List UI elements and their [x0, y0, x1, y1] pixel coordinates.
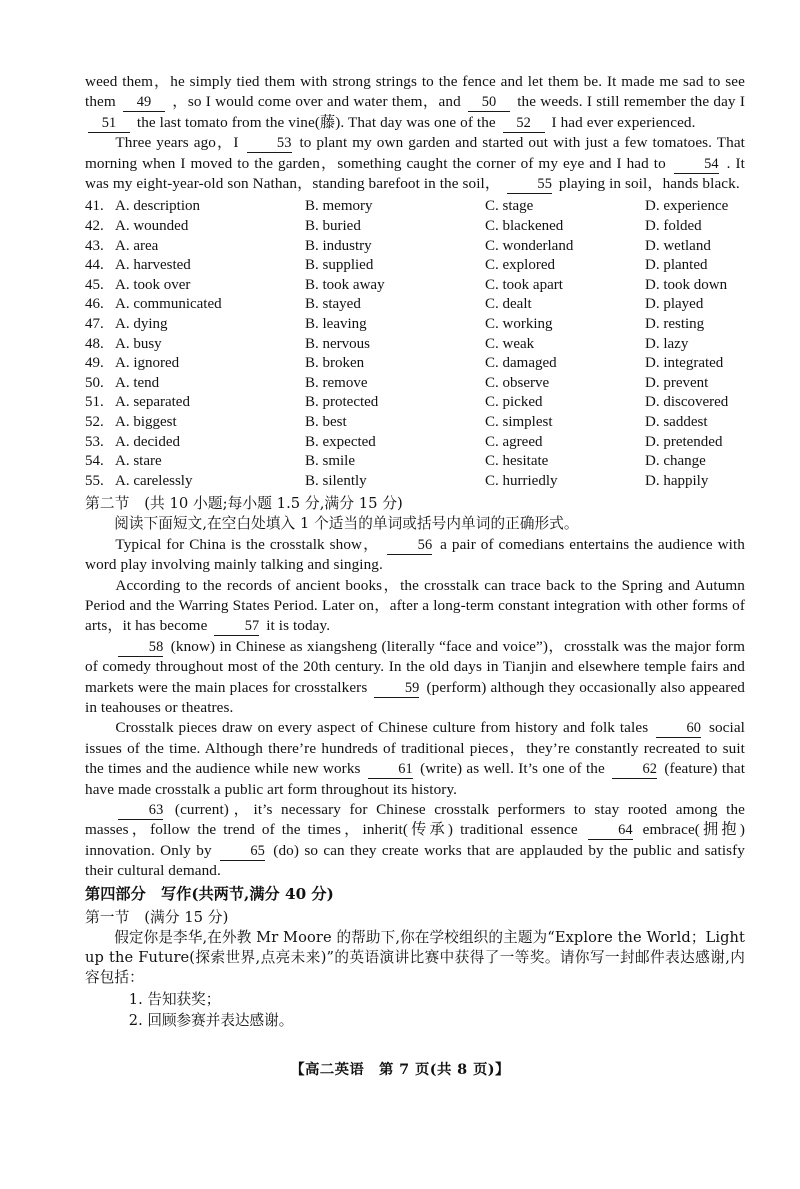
blank-57[interactable]: 57	[214, 618, 259, 636]
question-number: 55.	[85, 472, 104, 489]
text-run: ，so I would come over and water them，and	[168, 93, 465, 111]
option-a[interactable]: A. tend	[115, 374, 160, 391]
blank-51[interactable]: 51	[88, 115, 130, 133]
page-footer: 【高二英语 第 7 页(共 8 页)】	[290, 1061, 510, 1078]
part-four-heading: 第四部分 写作(共两节,满分 40 分)	[85, 884, 334, 903]
option-d[interactable]: D. folded	[645, 218, 702, 235]
option-a[interactable]: A. stare	[115, 453, 162, 470]
option-a[interactable]: A. decided	[115, 433, 180, 450]
option-row	[85, 335, 745, 355]
option-row	[85, 393, 745, 413]
option-a[interactable]: A. harvested	[115, 257, 191, 274]
option-b[interactable]: B. remove	[305, 374, 368, 391]
section-two-instruction: 阅读下面短文,在空白处填入 1 个适当的单词或括号内单词的正确形式。	[114, 515, 579, 533]
option-a[interactable]: A. took over	[115, 276, 191, 293]
exam-page-body	[85, 72, 745, 1031]
option-c[interactable]: C. wonderland	[485, 237, 574, 254]
option-row	[85, 472, 745, 492]
blank-56[interactable]: 56	[387, 537, 432, 555]
option-row	[85, 197, 745, 217]
writing-point: 2. 回顾参赛并表达感谢。	[128, 1011, 294, 1029]
option-b[interactable]: B. memory	[305, 198, 373, 215]
option-b[interactable]: B. protected	[305, 394, 379, 411]
text-run: a pair of comedians entertains the audience with word play involving mainly talking and singing.	[85, 535, 745, 574]
cloze-paragraph-2	[85, 133, 745, 194]
question-number: 50.	[85, 374, 104, 391]
option-c[interactable]: C. simplest	[485, 413, 553, 430]
option-a[interactable]: A. wounded	[115, 218, 189, 235]
option-b[interactable]: B. supplied	[305, 257, 374, 274]
option-c[interactable]: C. working	[485, 316, 553, 332]
question-number: 43.	[85, 237, 104, 254]
text-run: (write) as well. It’s one of the	[415, 760, 610, 778]
question-number: 53.	[85, 433, 104, 450]
question-number: 48.	[85, 335, 104, 352]
blank-58[interactable]: 58	[118, 639, 163, 657]
option-c[interactable]: C. damaged	[485, 355, 557, 372]
option-a[interactable]: A. communicated	[115, 296, 222, 313]
text-run: (feature) that have made crosstalk a public art form throughout its history.	[85, 760, 746, 798]
question-number: 49.	[85, 355, 104, 372]
option-d[interactable]: D. happily	[645, 472, 709, 489]
blank-50[interactable]: 50	[468, 94, 510, 112]
text-run: playing in soil，hands black.	[555, 175, 740, 193]
text-run: (do) so can they create works that are applauded by the public and satisfy their cultural demand.	[85, 841, 746, 880]
option-d[interactable]: D. pretended	[645, 433, 723, 450]
option-d[interactable]: D. played	[645, 296, 704, 313]
option-b[interactable]: B. industry	[305, 237, 372, 254]
question-number: 47.	[85, 316, 104, 332]
blank-53[interactable]: 53	[247, 135, 292, 153]
text-run: According to the records of ancient books，the crosstalk can trace back to the Spring and Autumn Period and the Warring States Period. Later on，after a long-term constant integration with other forms of arts，it has become	[85, 576, 745, 635]
option-b[interactable]: B. nervous	[305, 335, 370, 352]
text-run: the last tomato from the vine(藤). That day was one of the	[133, 113, 500, 131]
option-c[interactable]: C. hurriedly	[485, 472, 558, 489]
option-row	[85, 256, 745, 276]
option-d[interactable]: D. prevent	[645, 374, 709, 391]
option-b[interactable]: B. took away	[305, 276, 385, 293]
option-row	[85, 315, 745, 335]
section-two-heading: 第二节 (共 10 小题;每小题 1.5 分,满分 15 分)	[85, 495, 403, 513]
option-a[interactable]: A. ignored	[115, 355, 180, 372]
section-two-paragraph-4	[85, 718, 745, 800]
blank-62[interactable]: 62	[612, 761, 657, 779]
option-row	[85, 433, 745, 453]
text-run: Typical for China is the crosstalk show，	[115, 535, 385, 553]
blank-52[interactable]: 52	[503, 115, 545, 133]
option-row	[85, 276, 745, 296]
text-run: Three years ago，I	[115, 134, 244, 152]
option-d[interactable]: D. lazy	[645, 335, 689, 352]
section-two-paragraph-1	[85, 535, 745, 576]
text-run: (perform) although they occasionally also appeared in teahouses or theatres.	[85, 678, 745, 716]
blank-63[interactable]: 63	[118, 802, 163, 820]
blank-60[interactable]: 60	[656, 720, 701, 738]
option-c[interactable]: C. hesitate	[485, 453, 549, 470]
option-c[interactable]: C. explored	[485, 257, 555, 274]
option-a[interactable]: A. biggest	[115, 413, 177, 430]
option-a[interactable]: A. description	[115, 198, 200, 215]
option-d[interactable]: D. took down	[645, 276, 728, 293]
option-c[interactable]: C. took apart	[485, 276, 563, 293]
text-run: I had ever experienced.	[547, 113, 696, 131]
text-run: it is today.	[262, 617, 331, 635]
option-row	[85, 295, 745, 315]
blank-65[interactable]: 65	[220, 843, 265, 861]
option-b[interactable]: B. buried	[305, 218, 361, 235]
text-run: weed them，he simply tied them with strong strings to the fence and let them be. It made me sad to see them	[85, 73, 745, 111]
question-number: 45.	[85, 276, 104, 293]
option-d[interactable]: D. experience	[645, 198, 729, 215]
blank-54[interactable]: 54	[674, 156, 719, 174]
writing-prompt: 假定你是李华,在外教 Mr Moore 的帮助下,你在学校组织的主题为“Explore the World；Light up the Future(探索世界,点亮未来)”的英语演讲比赛中获得了一等奖。请你写一封邮件表达感谢,内容包括：	[85, 928, 745, 987]
option-b[interactable]: B. silently	[305, 472, 367, 489]
text-run: (know) in Chinese as xiangsheng (literally “face and voice”)，crosstalk was the major form of comedy throughout most of the 20th century. In the old days in Tianjin and elsewhere temple fairs and markets were the main places for crosstalkers	[85, 637, 745, 696]
text-run: to plant my own garden and started out with just a few tomatoes. That morning when I moved to the garden，something caught the corner of my eye and I had to	[85, 134, 745, 172]
option-a[interactable]: A. carelessly	[115, 472, 193, 489]
blank-49[interactable]: 49	[123, 94, 165, 112]
option-a[interactable]: A. busy	[115, 335, 162, 352]
question-number: 51.	[85, 394, 104, 411]
option-row	[85, 237, 745, 257]
option-d[interactable]: D. saddest	[645, 413, 708, 430]
text-run: . It was my eight-year-old son Nathan，standing barefoot in the soil，	[85, 154, 745, 193]
option-row	[85, 217, 745, 237]
text-run: Crosstalk pieces draw on every aspect of Chinese culture from history and folk tales	[115, 719, 654, 737]
option-b[interactable]: B. best	[305, 413, 347, 430]
option-d[interactable]: D. wetland	[645, 237, 711, 254]
question-number: 42.	[85, 218, 104, 235]
option-a[interactable]: A. dying	[115, 316, 168, 332]
option-row	[85, 374, 745, 394]
option-b[interactable]: B. expected	[305, 433, 376, 450]
option-c[interactable]: C. agreed	[485, 433, 543, 450]
writing-point: 1. 告知获奖；	[128, 990, 221, 1008]
option-b[interactable]: B. smile	[305, 453, 356, 470]
question-number: 54.	[85, 453, 104, 470]
option-row	[85, 452, 745, 472]
question-number: 52.	[85, 413, 104, 430]
section-two-paragraph-5	[85, 800, 745, 882]
option-b[interactable]: B. stayed	[305, 296, 361, 313]
option-d[interactable]: D. change	[645, 453, 706, 470]
section-two-paragraph-2	[85, 576, 745, 637]
blank-59[interactable]: 59	[374, 680, 419, 698]
option-c[interactable]: C. weak	[485, 335, 535, 352]
question-number: 44.	[85, 257, 104, 274]
blank-64[interactable]: 64	[588, 822, 633, 840]
option-c[interactable]: C. blackened	[485, 218, 564, 235]
option-row	[85, 413, 745, 433]
text-run: (current)，it’s necessary for Chinese crosstalk performers to stay rooted among the masses，follow the trend of the times，inherit(传承) traditional essence	[85, 801, 745, 839]
option-row	[85, 354, 745, 374]
text-run: embrace(拥抱) innovation. Only by	[85, 821, 745, 859]
option-a[interactable]: A. separated	[115, 394, 190, 411]
question-number: 41.	[85, 198, 104, 215]
option-a[interactable]: A. area	[115, 237, 159, 254]
option-d[interactable]: D. planted	[645, 257, 708, 274]
option-c[interactable]: C. observe	[485, 374, 550, 391]
option-c[interactable]: C. stage	[485, 198, 534, 215]
option-b[interactable]: B. leaving	[305, 316, 367, 332]
blank-55[interactable]: 55	[507, 176, 552, 194]
cloze-options-list	[85, 197, 745, 491]
text-run: the weeds. I still remember the day I	[512, 93, 745, 111]
cloze-paragraph-1	[85, 72, 745, 133]
option-d[interactable]: D. integrated	[645, 355, 724, 372]
part-four-section-one-heading: 第一节 (满分 15 分)	[85, 908, 229, 926]
option-b[interactable]: B. broken	[305, 355, 365, 372]
section-two-paragraph-3	[85, 637, 745, 719]
option-d[interactable]: D. discovered	[645, 394, 729, 411]
option-c[interactable]: C. picked	[485, 394, 543, 411]
blank-61[interactable]: 61	[368, 761, 413, 779]
writing-points-list	[85, 989, 745, 1031]
question-number: 46.	[85, 296, 104, 313]
option-d[interactable]: D. resting	[645, 316, 705, 332]
text-run: social issues of the time. Although there’re hundreds of traditional pieces，they’re constantly recreated to suit the times and the audience while new works	[85, 719, 745, 778]
option-c[interactable]: C. dealt	[485, 296, 532, 313]
